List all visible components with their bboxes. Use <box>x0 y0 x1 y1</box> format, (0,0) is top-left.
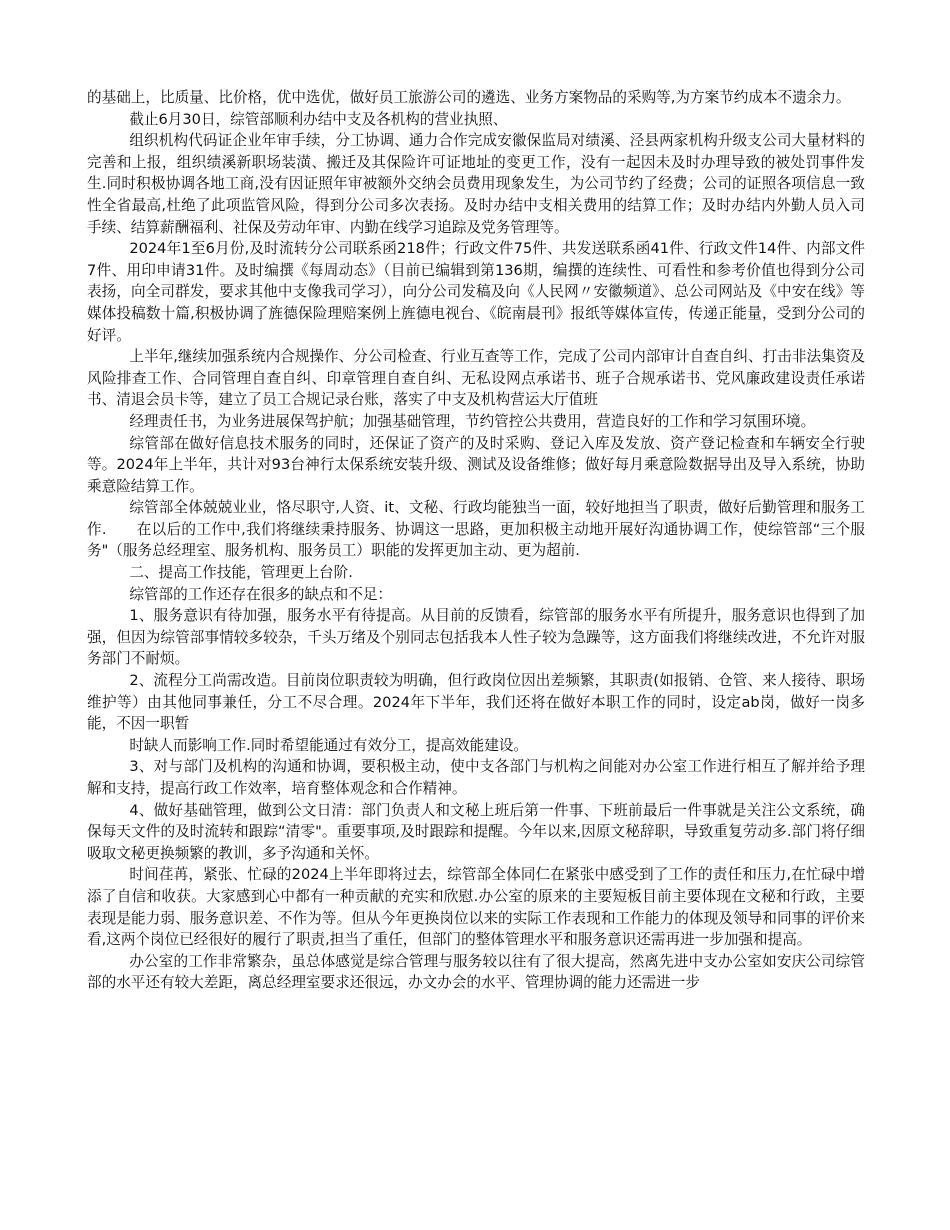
paragraph: 上半年,继续加强系统内合规操作、分公司检查、行业互查等工作，完成了公司内部审计自查自纠、打击非法集资及风险排查工作、合同管理自查自纠、印章管理自查自纠、无私设网点承诺书、班子合规承诺书、党风廉政建设责任承诺书、清退会员卡等，建立了员工合规记录台账，落实了中支及机构营运大厅值班 <box>87 348 865 409</box>
paragraph: 办公室的工作非常繁杂，虽总体感觉是综合管理与服务较以往有了很大提高，然离先进中支办公室如安庆公司综管部的水平还有较大差距，离总经理室要求还很远，办文办会的水平、管理协调的能力还需进一步 <box>87 952 865 992</box>
paragraph: 截止6月30日，综管部顺利办结中支及各机构的营业执照、 <box>129 110 508 128</box>
document-page <box>87 87 865 994</box>
paragraph: 综管部的工作还存在很多的缺点和不足： <box>129 585 393 603</box>
paragraph: 时间荏苒，紧张、忙碌的2024上半年即将过去，综管部全体同仁在紧张中感受到了工作的责任和压力,在忙碌中增添了自信和收获。大家感到心中都有一种贡献的充实和欣慰.办公室的原来的主要短板目前主要体现在文秘和行政，主要表现是能力弱、服务意识差、不作为等。但从今年更换岗位以来的实际工作表现和工作能力的体现及领导和同事的评价来看,这两个岗位已经很好的履行了职责,担当了重任，但部门的整体管理水平和服务意识还需再进一步加强和提高。 <box>87 866 865 949</box>
list-item: 2、流程分工尚需改造。目前岗位职责较为明确，但行政岗位因出差频繁，其职责(如报销、仓管、来人接待、职场维护等）由其他同事兼任，分工不尽合理。2024年下半年，我们还将在做好本职工作的同时，设定ab岗，做好一岗多能，不因一职暂 <box>87 672 865 733</box>
list-item: 3、对与部门及机构的沟通和协调，要积极主动，使中支各部门与机构之间能对办公室工作进行相互了解并给予理解和支持，提高行政工作效率，培育整体观念和合作精神。 <box>87 758 865 797</box>
list-item: 1、服务意识有待加强，服务水平有待提高。从目前的反馈看，综管部的服务水平有所提升，服务意识也得到了加强，但因为综管部事情较多较杂，千头万绪及个别同志包括我本人性子较为急躁等，这方面我们将继续改进，不允许对服务部门不耐烦。 <box>87 607 865 668</box>
paragraph: 时缺人而影响工作.同时希望能通过有效分工，提高效能建设。 <box>129 736 529 754</box>
paragraph: 的基础上，比质量、比价格，优中选优，做好员工旅游公司的遴选、业务方案物品的采购等,为方案节约成本不遗余力。 <box>87 89 851 106</box>
paragraph: 2024年1至6月份,及时流转分公司联系函218件；行政文件75件、共发送联系函41件、行政文件14件、内部文件7件、用印申请31件。及时编撰《每周动态》（目前已编辑到第136期，编撰的连续性、可看性和参考价值也得到分公司表扬，向全司群发，要求其他中支像我司学习），向分公司发稿及向《人民网〃安徽频道》、总公司网站及《中安在线》等媒体投稿数十篇,积极协调了旌德保险理赔案例上旌德电视台、《皖南晨刊》报纸等媒体宣传，传递正能量，受到分公司的好评。 <box>87 240 865 344</box>
paragraph: 经理责任书，为业务进展保驾护航；加强基础管理，节约管控公共费用，营造良好的工作和学习氛围环境。 <box>129 412 816 430</box>
list-item: 4、做好基础管理，做到公文日清：部门负责人和文秘上班后第一件事、下班前最后一件事就是关注公文系统，确保每天文件的及时流转和跟踪“清零"。重要事项,及时跟踪和提醒。今年以来,因原文秘辞职，导致重复劳动多.部门将仔细吸取文秘更换频繁的教训，多予沟通和关怀。 <box>87 801 865 862</box>
section-heading: 二、提高工作技能，管理更上台阶. <box>129 564 353 582</box>
paragraph: 综管部全体兢兢业业，恪尽职守,人资、it、文秘、行政均能独当一面，较好地担当了职责，做好后勤管理和服务工作. 在以后的工作中,我们将继续秉持服务、协调这一思路，更加积极主动地开展好沟通协调工作，使综管部“三个服务"（服务总经理室、服务机构、服务员工）职能的发挥更加主动、更为超前. <box>87 499 865 560</box>
paragraph: 综管部在做好信息技术服务的同时，还保证了资产的及时采购、登记入库及发放、资产登记检查和车辆安全行驶等。2024年上半年，共计对93台神行太保系统安装升级、测试及设备维修；做好每月乘意险数据导出及导入系统，协助乘意险结算工作。 <box>87 434 865 495</box>
paragraph: 组织机构代码证企业年审手续，分工协调、通力合作完成安徽保监局对绩溪、泾县两家机构升级支公司大量材料的完善和上报，组织绩溪新职场装潢、搬迁及其保险许可证地址的变更工作，没有一起因未及时办理导致的被处罚事件发生.同时积极协调各地工商,没有因证照年审被额外交纳会员费用现象发生，为公司节约了经费；公司的证照各项信息一致性全省最高,杜绝了此项监管风险，得到分公司多次表扬。及时办结中支相关费用的结算工作；及时办结内外勤人员入司手续、结算薪酬福利、社保及劳动年审、内勤在线学习追踪及党务管理等。 <box>87 132 865 236</box>
